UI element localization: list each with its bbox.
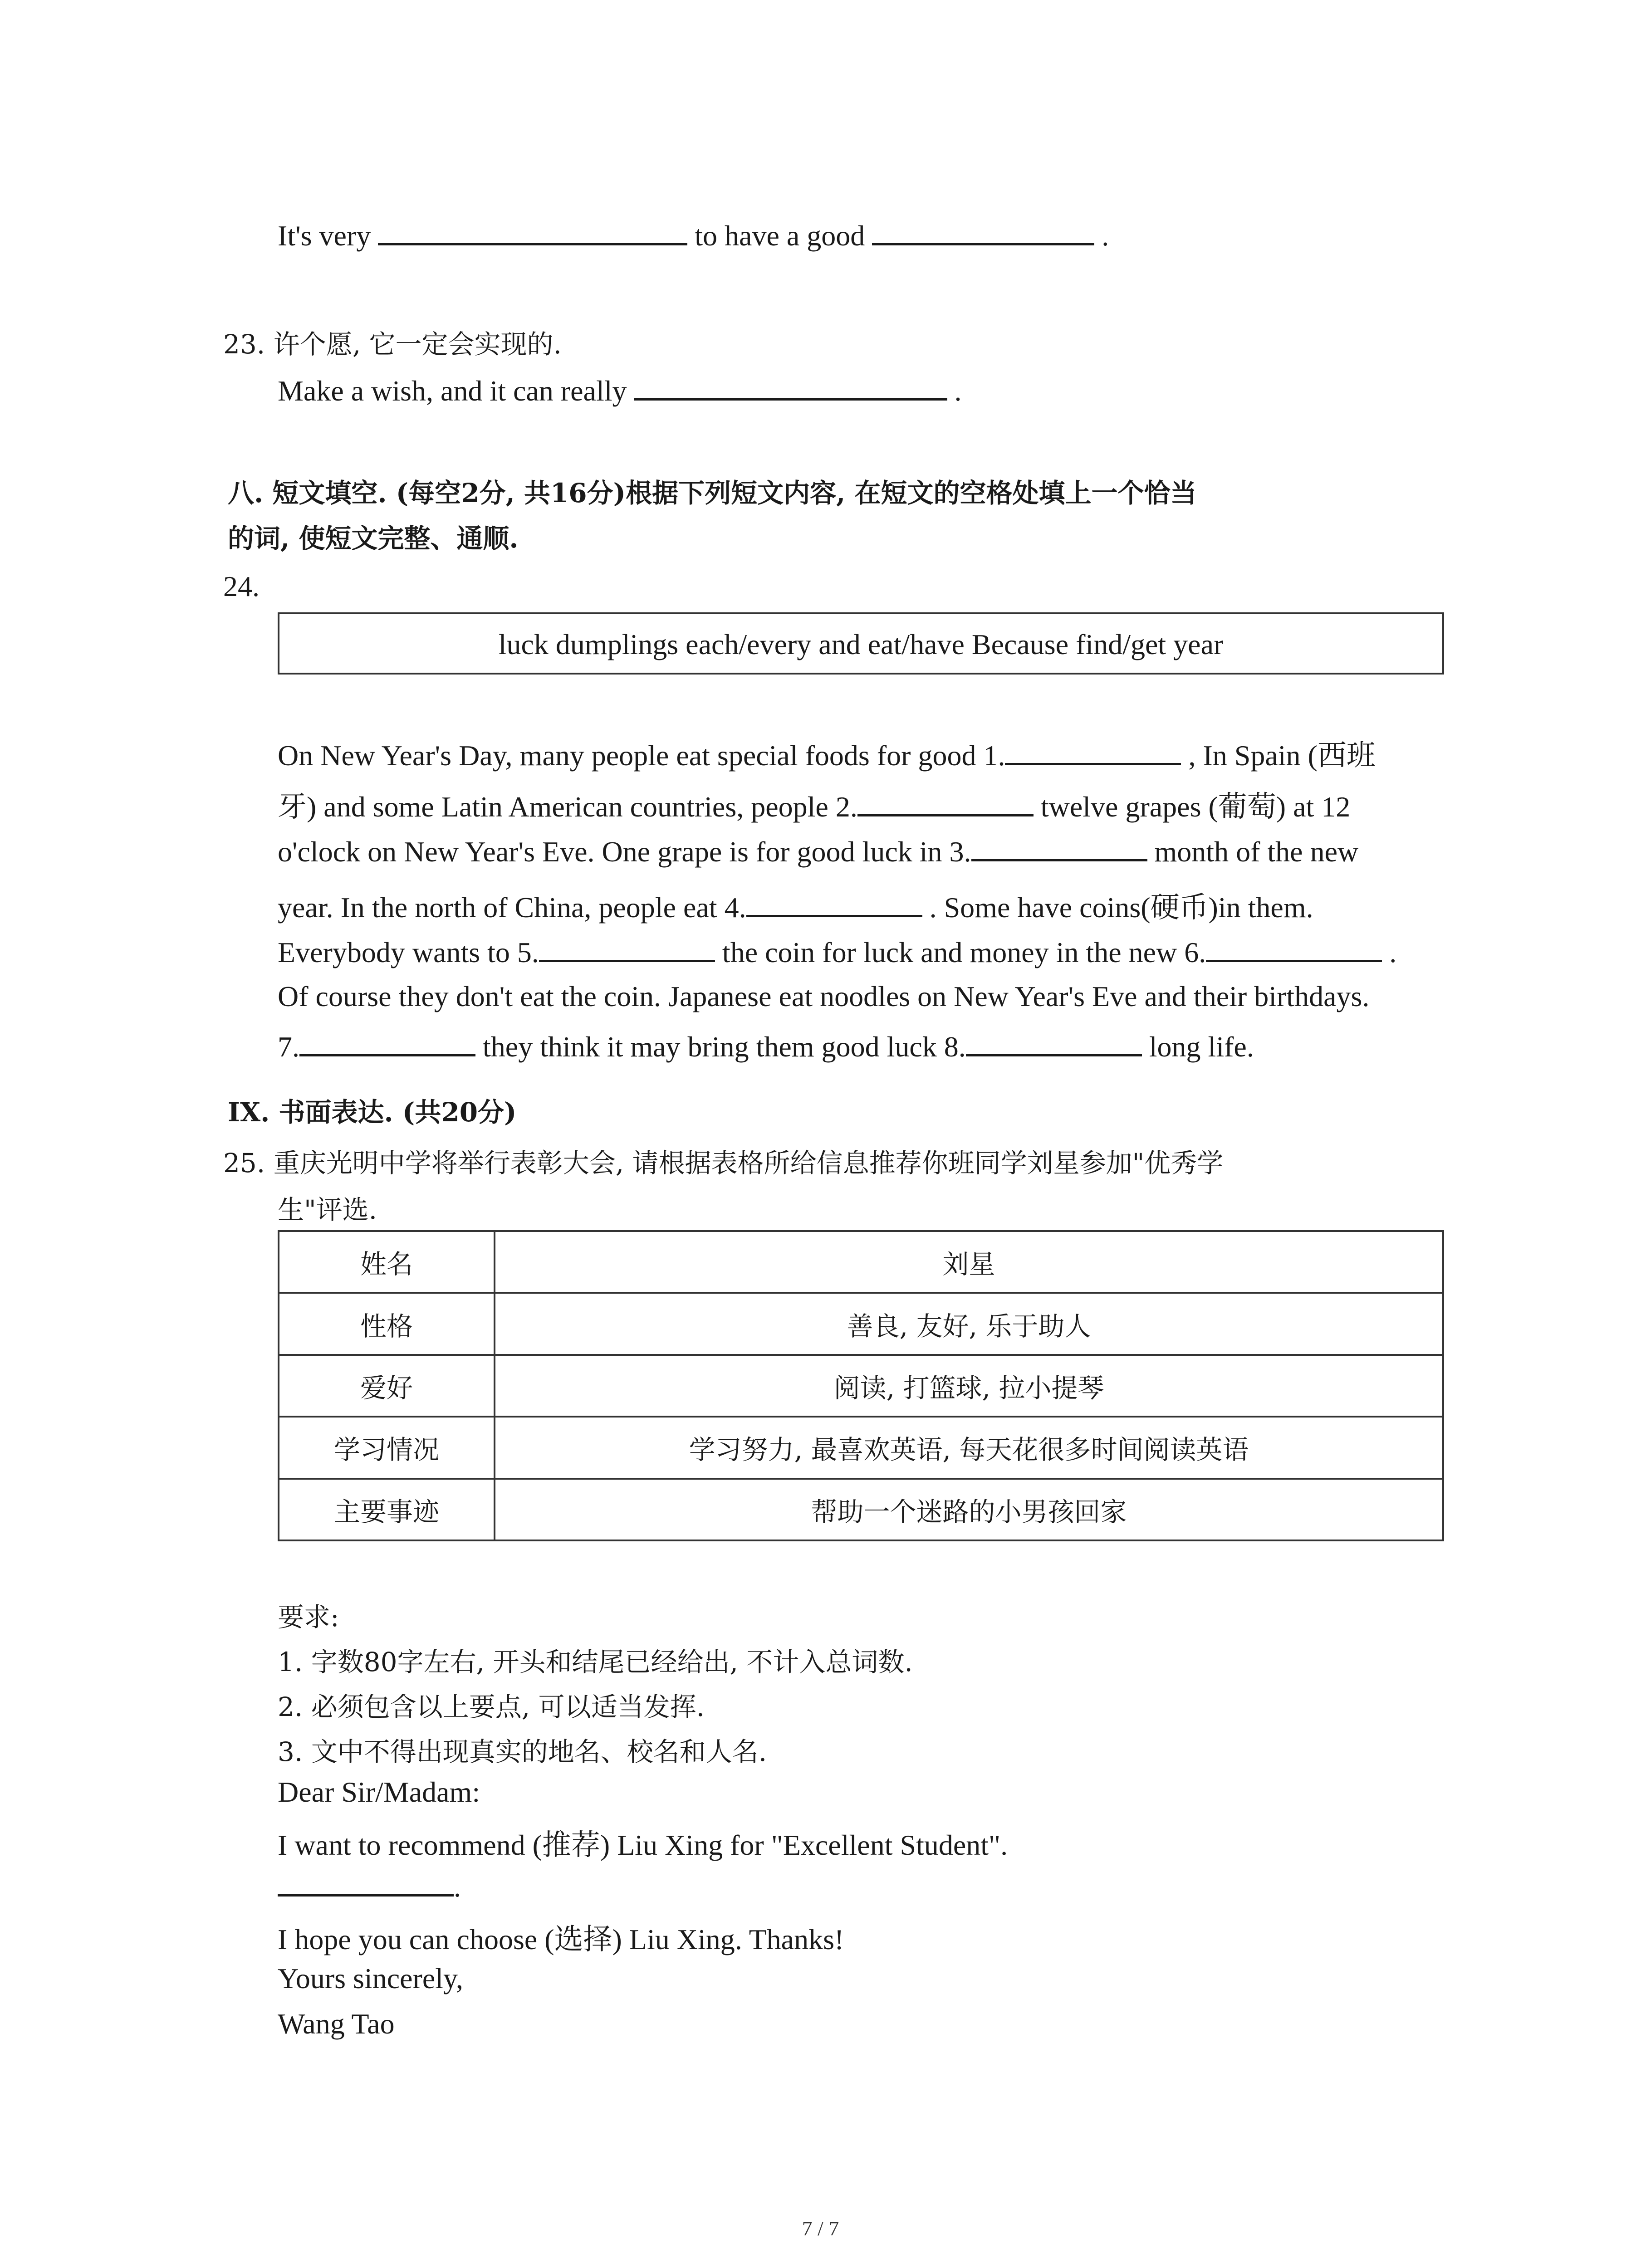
passage-blank-4[interactable] xyxy=(746,890,922,917)
passage-text: Of course they don't eat the coin. Japanese eat noodles on New Year's Eve and their birthdays. xyxy=(278,980,1370,1012)
page-number: 7 / 7 xyxy=(802,2217,839,2240)
q25-number: 25. xyxy=(223,1148,265,1178)
table-label: 爱好 xyxy=(279,1355,495,1417)
table-row xyxy=(279,1417,1443,1478)
passage-line-6 xyxy=(278,980,1369,1013)
passage-blank-7[interactable] xyxy=(299,1029,475,1056)
q22-text-1: It's very xyxy=(278,220,371,252)
passage-text: . xyxy=(1389,936,1397,968)
passage-blank-1[interactable] xyxy=(1005,738,1181,765)
passage-text: 7. xyxy=(278,1031,299,1063)
q23-blank[interactable] xyxy=(634,373,947,401)
letter-greeting: Dear Sir/Madam: xyxy=(278,1776,480,1808)
q23-chinese: 许个愿, 它一定会实现的. xyxy=(273,329,562,360)
q23-answer-line xyxy=(278,373,962,408)
passage-text: . Some have coins(硬币)in them. xyxy=(929,891,1313,924)
letter-opening: I want to recommend (推荐) Liu Xing for "Excellent Student". xyxy=(278,1829,1008,1861)
passage-blank-6[interactable] xyxy=(1206,934,1382,962)
table-row xyxy=(279,1479,1443,1540)
q22-text-2: to have a good xyxy=(695,220,865,252)
letter-closing: I hope you can choose (选择) Liu Xing. Thanks! xyxy=(278,1923,844,1955)
q22-text-3: . xyxy=(1102,220,1109,252)
word-bank-box xyxy=(278,612,1444,675)
letter-signoff: Yours sincerely, xyxy=(278,1962,463,1994)
passage-blank-5[interactable] xyxy=(539,934,715,962)
requirements-title: 要求: xyxy=(278,1602,339,1633)
letter-body-period: . xyxy=(454,1871,461,1903)
passage-line-3 xyxy=(278,834,1358,869)
table-value: 善良, 友好, 乐于助人 xyxy=(495,1293,1443,1354)
q22-blank-1[interactable] xyxy=(378,218,687,245)
q23-question xyxy=(223,323,562,361)
passage-text: On New Year's Day, many people eat special foods for good 1. xyxy=(278,739,1005,772)
table-value: 学习努力, 最喜欢英语, 每天花很多时间阅读英语 xyxy=(495,1417,1443,1478)
section-8-heading-line-1: 八. 短文填空. (每空2分, 共16分)根据下列短文内容, 在短文的空格处填上一个恰当 xyxy=(228,478,1197,508)
passage-text: 牙) and some Latin American countries, people 2. xyxy=(278,791,857,823)
requirement-3: 3. 文中不得出现真实的地名、校名和人名. xyxy=(278,1736,767,1767)
table-label: 性格 xyxy=(279,1293,495,1354)
passage-line-5 xyxy=(278,934,1396,969)
passage-line-7 xyxy=(278,1029,1254,1064)
passage-line-2 xyxy=(278,783,1350,825)
table-value: 阅读, 打篮球, 拉小提琴 xyxy=(495,1355,1443,1417)
letter-signature: Wang Tao xyxy=(278,2008,395,2040)
letter-body-blank[interactable] xyxy=(278,1869,454,1897)
passage-line-1 xyxy=(278,732,1376,774)
passage-text: twelve grapes (葡萄) at 12 xyxy=(1040,791,1351,823)
q24-number: 24. xyxy=(223,570,260,602)
section-9-heading: IX. 书面表达. (共20分) xyxy=(228,1097,517,1128)
requirement-2: 2. 必须包含以上要点, 可以适当发挥. xyxy=(278,1691,705,1722)
passage-blank-2[interactable] xyxy=(857,789,1034,816)
passage-blank-3[interactable] xyxy=(971,834,1147,861)
q23-text: Make a wish, and it can really xyxy=(278,375,627,407)
passage-text: month of the new xyxy=(1154,836,1359,868)
passage-line-4 xyxy=(278,884,1313,926)
section-8-heading-line-2: 的词, 使短文完整、通顺. xyxy=(228,523,519,554)
passage-text: Everybody wants to 5. xyxy=(278,936,539,968)
requirement-1: 1. 字数80字左右, 开头和结尾已经给出, 不计入总词数. xyxy=(278,1647,913,1677)
word-bank-text: luck dumplings each/every and eat/have Because find/get year xyxy=(498,628,1224,660)
passage-text: they think it may bring them good luck 8. xyxy=(483,1031,966,1063)
q22-line xyxy=(278,218,1109,253)
q22-blank-2[interactable] xyxy=(872,218,1094,245)
passage-text: the coin for luck and money in the new 6. xyxy=(722,936,1206,968)
q23-number: 23. xyxy=(223,329,265,360)
passage-text: , In Spain (西班 xyxy=(1188,739,1376,772)
table-row xyxy=(279,1231,1443,1293)
q25-instruction-line-1 xyxy=(223,1142,1223,1180)
q25-instruction-line-2: 生"评选. xyxy=(278,1194,377,1225)
student-info-table xyxy=(278,1230,1444,1541)
passage-text: long life. xyxy=(1149,1031,1254,1063)
letter-body-line xyxy=(278,1869,461,1904)
table-label: 主要事迹 xyxy=(279,1479,495,1540)
q25-instruction-text: 重庆光明中学将举行表彰大会, 请根据表格所给信息推荐你班同学刘星参加"优秀学 xyxy=(273,1148,1224,1178)
passage-text: o'clock on New Year's Eve. One grape is for good luck in 3. xyxy=(278,836,971,868)
table-label: 姓名 xyxy=(279,1231,495,1293)
passage-blank-8[interactable] xyxy=(966,1029,1142,1056)
table-label: 学习情况 xyxy=(279,1417,495,1478)
table-value: 刘星 xyxy=(495,1231,1443,1293)
table-value: 帮助一个迷路的小男孩回家 xyxy=(495,1479,1443,1540)
table-row xyxy=(279,1293,1443,1354)
passage-text: year. In the north of China, people eat 4. xyxy=(278,891,746,924)
q23-period: . xyxy=(954,375,962,407)
table-row xyxy=(279,1355,1443,1417)
